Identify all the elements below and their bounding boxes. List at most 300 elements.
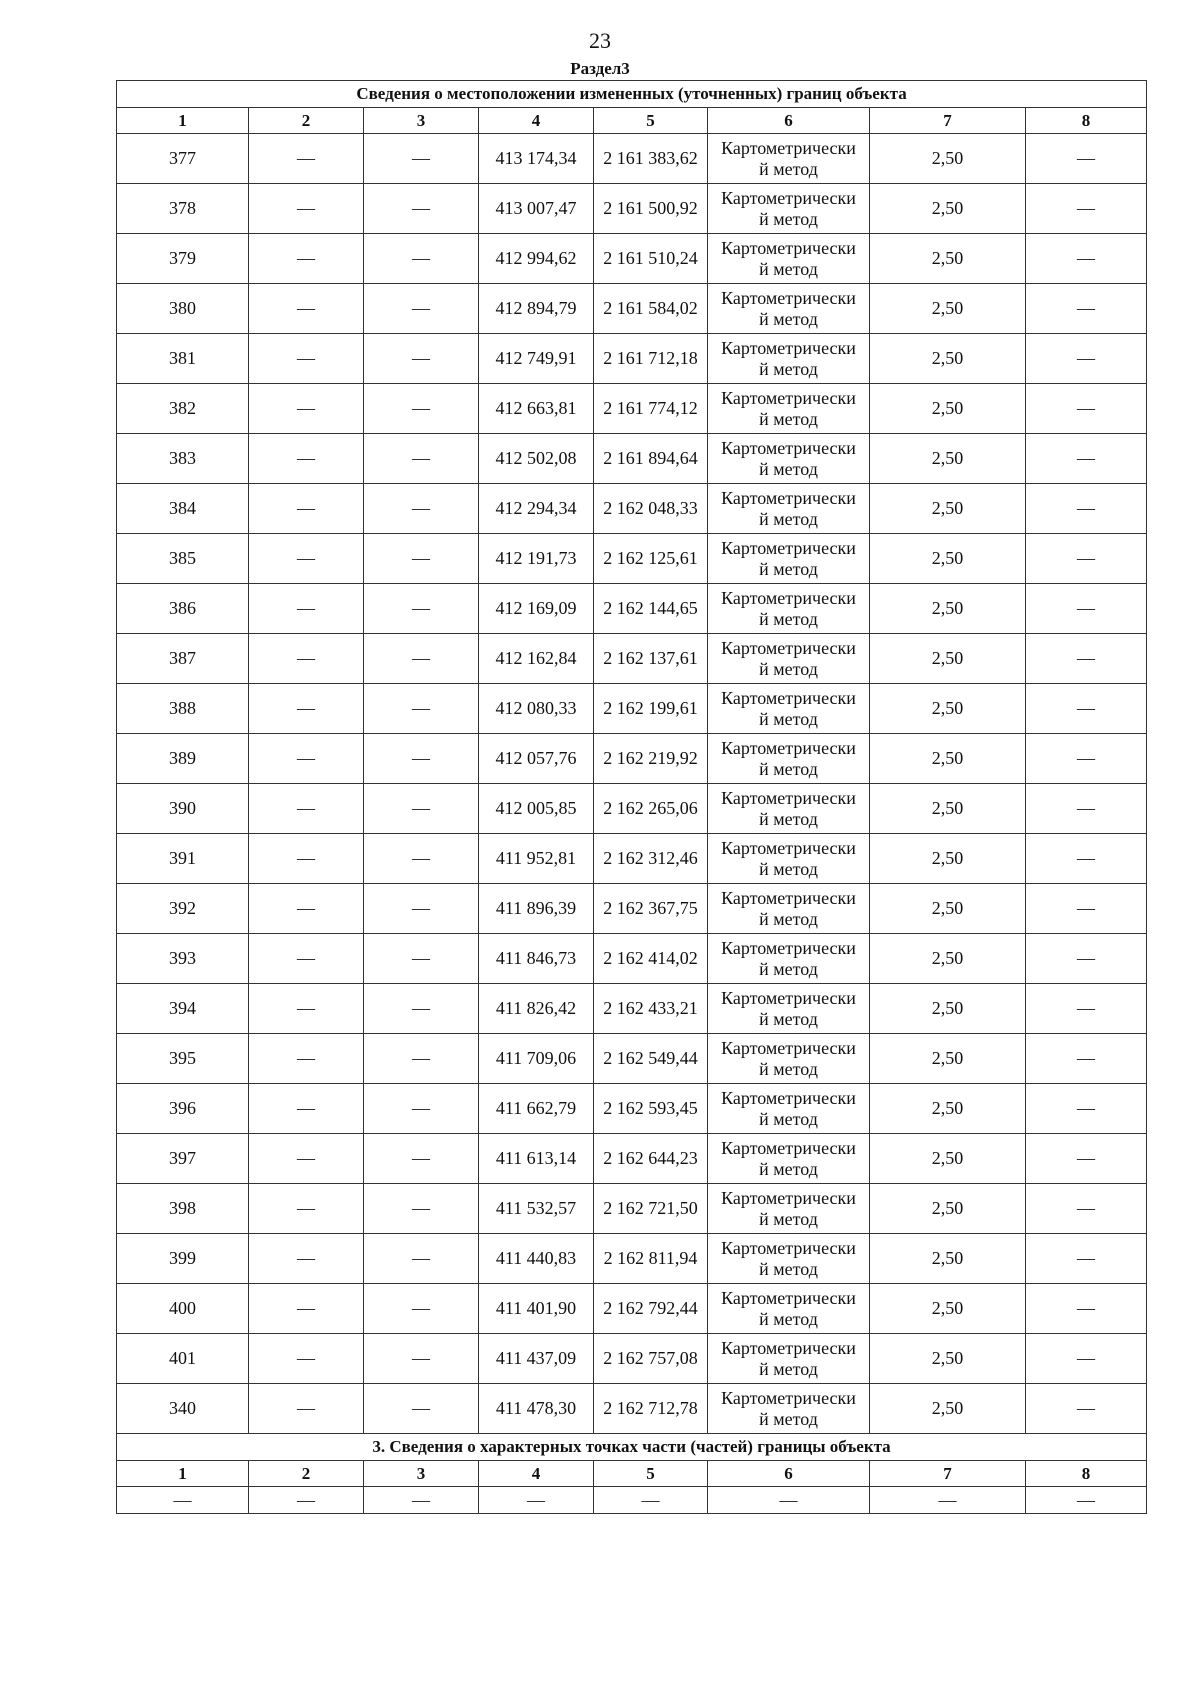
accuracy-cell: 2,50 xyxy=(870,884,1026,934)
method-line-2: й метод xyxy=(759,1008,818,1029)
table2-empty-row xyxy=(117,1487,1147,1514)
column-8-cell: — xyxy=(1026,684,1147,734)
y-coordinate-cell: 2 162 137,61 xyxy=(594,634,708,684)
accuracy-cell: 2,50 xyxy=(870,234,1026,284)
method-cell xyxy=(708,1084,870,1134)
point-number-cell: 397 xyxy=(117,1134,249,1184)
table-row xyxy=(117,1134,1147,1184)
method-line-1: Картометрически xyxy=(721,1237,856,1258)
table2-header-cell: 3 xyxy=(364,1461,479,1487)
point-number-cell: 340 xyxy=(117,1384,249,1434)
method-line-2: й метод xyxy=(759,658,818,679)
method-cell xyxy=(708,884,870,934)
table2-header-cell: 4 xyxy=(479,1461,594,1487)
column-3-cell: — xyxy=(364,484,479,534)
method-cell xyxy=(708,584,870,634)
accuracy-cell: 2,50 xyxy=(870,934,1026,984)
column-2-cell: — xyxy=(249,634,364,684)
table-row xyxy=(117,1034,1147,1084)
x-coordinate-cell: 411 401,90 xyxy=(479,1284,594,1334)
y-coordinate-cell: 2 161 584,02 xyxy=(594,284,708,334)
table-row xyxy=(117,234,1147,284)
column-3-cell: — xyxy=(364,734,479,784)
table1-header-cell: 6 xyxy=(708,108,870,134)
table2-empty-cell: — xyxy=(249,1487,364,1514)
point-number-cell: 401 xyxy=(117,1334,249,1384)
column-2-cell: — xyxy=(249,1334,364,1384)
table1-header-cell: 4 xyxy=(479,108,594,134)
table-row xyxy=(117,634,1147,684)
column-2-cell: — xyxy=(249,1284,364,1334)
method-line-1: Картометрически xyxy=(721,137,856,158)
x-coordinate-cell: 412 894,79 xyxy=(479,284,594,334)
table2-empty-cell: — xyxy=(479,1487,594,1514)
table2-header-cell: 6 xyxy=(708,1461,870,1487)
method-line-2: й метод xyxy=(759,1408,818,1429)
y-coordinate-cell: 2 162 811,94 xyxy=(594,1234,708,1284)
method-line-2: й метод xyxy=(759,208,818,229)
point-number-cell: 398 xyxy=(117,1184,249,1234)
accuracy-cell: 2,50 xyxy=(870,484,1026,534)
column-3-cell: — xyxy=(364,1334,479,1384)
coordinates-table xyxy=(116,80,1147,1514)
accuracy-cell: 2,50 xyxy=(870,1034,1026,1084)
table2-empty-cell: — xyxy=(117,1487,249,1514)
y-coordinate-cell: 2 161 510,24 xyxy=(594,234,708,284)
method-line-2: й метод xyxy=(759,858,818,879)
column-2-cell: — xyxy=(249,984,364,1034)
column-2-cell: — xyxy=(249,684,364,734)
x-coordinate-cell: 412 749,91 xyxy=(479,334,594,384)
accuracy-cell: 2,50 xyxy=(870,1234,1026,1284)
column-2-cell: — xyxy=(249,134,364,184)
point-number-cell: 399 xyxy=(117,1234,249,1284)
method-cell xyxy=(708,284,870,334)
y-coordinate-cell: 2 161 712,18 xyxy=(594,334,708,384)
method-line-1: Картометрически xyxy=(721,537,856,558)
column-8-cell: — xyxy=(1026,1184,1147,1234)
method-cell xyxy=(708,1234,870,1284)
point-number-cell: 382 xyxy=(117,384,249,434)
column-8-cell: — xyxy=(1026,284,1147,334)
method-line-1: Картометрически xyxy=(721,887,856,908)
method-line-2: й метод xyxy=(759,1308,818,1329)
point-number-cell: 384 xyxy=(117,484,249,534)
table1-header-cell: 2 xyxy=(249,108,364,134)
method-cell xyxy=(708,634,870,684)
x-coordinate-cell: 412 162,84 xyxy=(479,634,594,684)
y-coordinate-cell: 2 162 712,78 xyxy=(594,1384,708,1434)
column-3-cell: — xyxy=(364,134,479,184)
column-2-cell: — xyxy=(249,1384,364,1434)
table-row xyxy=(117,1384,1147,1434)
method-line-2: й метод xyxy=(759,958,818,979)
column-2-cell: — xyxy=(249,384,364,434)
column-8-cell: — xyxy=(1026,1384,1147,1434)
method-line-2: й метод xyxy=(759,808,818,829)
accuracy-cell: 2,50 xyxy=(870,734,1026,784)
column-8-cell: — xyxy=(1026,334,1147,384)
table-row xyxy=(117,1084,1147,1134)
column-2-cell: — xyxy=(249,934,364,984)
x-coordinate-cell: 413 007,47 xyxy=(479,184,594,234)
accuracy-cell: 2,50 xyxy=(870,584,1026,634)
column-3-cell: — xyxy=(364,634,479,684)
table-row xyxy=(117,1234,1147,1284)
accuracy-cell: 2,50 xyxy=(870,334,1026,384)
table1-header-cell: 8 xyxy=(1026,108,1147,134)
point-number-cell: 386 xyxy=(117,584,249,634)
method-cell xyxy=(708,984,870,1034)
method-line-1: Картометрически xyxy=(721,837,856,858)
method-cell xyxy=(708,934,870,984)
column-8-cell: — xyxy=(1026,1084,1147,1134)
method-cell xyxy=(708,1334,870,1384)
method-line-2: й метод xyxy=(759,608,818,629)
point-number-cell: 396 xyxy=(117,1084,249,1134)
method-line-1: Картометрически xyxy=(721,287,856,308)
table-row xyxy=(117,434,1147,484)
method-line-2: й метод xyxy=(759,358,818,379)
accuracy-cell: 2,50 xyxy=(870,184,1026,234)
table2-empty-cell: — xyxy=(708,1487,870,1514)
accuracy-cell: 2,50 xyxy=(870,284,1026,334)
method-cell xyxy=(708,734,870,784)
table2-header-cell: 7 xyxy=(870,1461,1026,1487)
x-coordinate-cell: 412 080,33 xyxy=(479,684,594,734)
point-number-cell: 380 xyxy=(117,284,249,334)
accuracy-cell: 2,50 xyxy=(870,1284,1026,1334)
method-line-1: Картометрически xyxy=(721,1137,856,1158)
method-cell xyxy=(708,134,870,184)
accuracy-cell: 2,50 xyxy=(870,1384,1026,1434)
table-row xyxy=(117,134,1147,184)
method-cell xyxy=(708,684,870,734)
x-coordinate-cell: 411 896,39 xyxy=(479,884,594,934)
method-line-1: Картометрически xyxy=(721,237,856,258)
column-3-cell: — xyxy=(364,1234,479,1284)
table-row xyxy=(117,484,1147,534)
method-cell xyxy=(708,1034,870,1084)
column-8-cell: — xyxy=(1026,234,1147,284)
table2-header-cell: 2 xyxy=(249,1461,364,1487)
y-coordinate-cell: 2 162 792,44 xyxy=(594,1284,708,1334)
method-cell xyxy=(708,234,870,284)
point-number-cell: 394 xyxy=(117,984,249,1034)
y-coordinate-cell: 2 161 383,62 xyxy=(594,134,708,184)
column-8-cell: — xyxy=(1026,1284,1147,1334)
method-line-2: й метод xyxy=(759,258,818,279)
column-2-cell: — xyxy=(249,1234,364,1284)
method-line-1: Картометрически xyxy=(721,1187,856,1208)
column-2-cell: — xyxy=(249,184,364,234)
method-line-2: й метод xyxy=(759,158,818,179)
accuracy-cell: 2,50 xyxy=(870,134,1026,184)
y-coordinate-cell: 2 162 593,45 xyxy=(594,1084,708,1134)
method-cell xyxy=(708,1134,870,1184)
y-coordinate-cell: 2 162 219,92 xyxy=(594,734,708,784)
point-number-cell: 400 xyxy=(117,1284,249,1334)
accuracy-cell: 2,50 xyxy=(870,784,1026,834)
method-line-2: й метод xyxy=(759,1058,818,1079)
column-2-cell: — xyxy=(249,234,364,284)
y-coordinate-cell: 2 162 721,50 xyxy=(594,1184,708,1234)
table-row xyxy=(117,834,1147,884)
column-2-cell: — xyxy=(249,1084,364,1134)
method-line-1: Картометрически xyxy=(721,437,856,458)
table2-header-cell: 8 xyxy=(1026,1461,1147,1487)
point-number-cell: 393 xyxy=(117,934,249,984)
column-2-cell: — xyxy=(249,884,364,934)
column-2-cell: — xyxy=(249,284,364,334)
x-coordinate-cell: 412 994,62 xyxy=(479,234,594,284)
method-line-2: й метод xyxy=(759,408,818,429)
method-line-2: й метод xyxy=(759,758,818,779)
x-coordinate-cell: 412 502,08 xyxy=(479,434,594,484)
table1-header-cell: 5 xyxy=(594,108,708,134)
column-8-cell: — xyxy=(1026,784,1147,834)
method-line-1: Картометрически xyxy=(721,1287,856,1308)
table-row xyxy=(117,334,1147,384)
x-coordinate-cell: 412 191,73 xyxy=(479,534,594,584)
x-coordinate-cell: 411 709,06 xyxy=(479,1034,594,1084)
column-8-cell: — xyxy=(1026,1234,1147,1284)
table2-empty-cell: — xyxy=(870,1487,1026,1514)
table-body xyxy=(117,81,1147,1514)
method-line-2: й метод xyxy=(759,558,818,579)
table-row xyxy=(117,684,1147,734)
column-3-cell: — xyxy=(364,184,479,234)
x-coordinate-cell: 411 952,81 xyxy=(479,834,594,884)
x-coordinate-cell: 413 174,34 xyxy=(479,134,594,184)
column-8-cell: — xyxy=(1026,434,1147,484)
accuracy-cell: 2,50 xyxy=(870,384,1026,434)
method-line-2: й метод xyxy=(759,1158,818,1179)
x-coordinate-cell: 411 613,14 xyxy=(479,1134,594,1184)
table2-header-cell: 5 xyxy=(594,1461,708,1487)
y-coordinate-cell: 2 162 312,46 xyxy=(594,834,708,884)
column-8-cell: — xyxy=(1026,184,1147,234)
table1-caption xyxy=(117,81,1147,108)
x-coordinate-cell: 412 169,09 xyxy=(479,584,594,634)
x-coordinate-cell: 411 478,30 xyxy=(479,1384,594,1434)
column-3-cell: — xyxy=(364,784,479,834)
method-line-1: Картометрически xyxy=(721,187,856,208)
column-2-cell: — xyxy=(249,434,364,484)
method-cell xyxy=(708,434,870,484)
table2-empty-cell: — xyxy=(594,1487,708,1514)
table-row xyxy=(117,584,1147,634)
method-cell xyxy=(708,534,870,584)
point-number-cell: 387 xyxy=(117,634,249,684)
accuracy-cell: 2,50 xyxy=(870,534,1026,584)
y-coordinate-cell: 2 162 265,06 xyxy=(594,784,708,834)
table2-header-cell: 1 xyxy=(117,1461,249,1487)
x-coordinate-cell: 411 440,83 xyxy=(479,1234,594,1284)
table-row xyxy=(117,184,1147,234)
column-3-cell: — xyxy=(364,234,479,284)
point-number-cell: 379 xyxy=(117,234,249,284)
column-3-cell: — xyxy=(364,834,479,884)
table1-header-cell: 1 xyxy=(117,108,249,134)
column-2-cell: — xyxy=(249,334,364,384)
table1-caption-cell: Сведения о местоположении измененных (уточненных) границ объекта xyxy=(117,81,1147,108)
method-cell xyxy=(708,484,870,534)
table2-caption xyxy=(117,1434,1147,1461)
column-8-cell: — xyxy=(1026,384,1147,434)
accuracy-cell: 2,50 xyxy=(870,984,1026,1034)
accuracy-cell: 2,50 xyxy=(870,1134,1026,1184)
y-coordinate-cell: 2 162 367,75 xyxy=(594,884,708,934)
y-coordinate-cell: 2 162 757,08 xyxy=(594,1334,708,1384)
column-2-cell: — xyxy=(249,1134,364,1184)
method-line-1: Картометрически xyxy=(721,787,856,808)
column-3-cell: — xyxy=(364,384,479,434)
accuracy-cell: 2,50 xyxy=(870,1084,1026,1134)
method-line-1: Картометрически xyxy=(721,1337,856,1358)
table2-caption-cell: 3. Сведения о характерных точках части (частей) границы объекта xyxy=(117,1434,1147,1461)
method-cell xyxy=(708,784,870,834)
column-3-cell: — xyxy=(364,1184,479,1234)
x-coordinate-cell: 412 057,76 xyxy=(479,734,594,784)
column-3-cell: — xyxy=(364,1034,479,1084)
method-line-1: Картометрически xyxy=(721,987,856,1008)
method-line-2: й метод xyxy=(759,508,818,529)
column-8-cell: — xyxy=(1026,934,1147,984)
table-row xyxy=(117,734,1147,784)
column-3-cell: — xyxy=(364,1384,479,1434)
table-row xyxy=(117,1334,1147,1384)
column-8-cell: — xyxy=(1026,834,1147,884)
column-2-cell: — xyxy=(249,534,364,584)
x-coordinate-cell: 411 437,09 xyxy=(479,1334,594,1384)
column-3-cell: — xyxy=(364,884,479,934)
column-8-cell: — xyxy=(1026,1334,1147,1384)
column-3-cell: — xyxy=(364,1284,479,1334)
column-3-cell: — xyxy=(364,1084,479,1134)
method-line-1: Картометрически xyxy=(721,637,856,658)
column-3-cell: — xyxy=(364,584,479,634)
column-3-cell: — xyxy=(364,684,479,734)
x-coordinate-cell: 412 663,81 xyxy=(479,384,594,434)
column-8-cell: — xyxy=(1026,984,1147,1034)
table1-header-cell: 3 xyxy=(364,108,479,134)
method-line-1: Картометрически xyxy=(721,387,856,408)
column-3-cell: — xyxy=(364,534,479,584)
column-2-cell: — xyxy=(249,484,364,534)
x-coordinate-cell: 412 005,85 xyxy=(479,784,594,834)
column-2-cell: — xyxy=(249,734,364,784)
method-line-1: Картометрически xyxy=(721,1087,856,1108)
method-line-2: й метод xyxy=(759,458,818,479)
table-row xyxy=(117,984,1147,1034)
method-cell xyxy=(708,1184,870,1234)
point-number-cell: 389 xyxy=(117,734,249,784)
column-8-cell: — xyxy=(1026,734,1147,784)
accuracy-cell: 2,50 xyxy=(870,1184,1026,1234)
column-8-cell: — xyxy=(1026,1134,1147,1184)
point-number-cell: 391 xyxy=(117,834,249,884)
column-8-cell: — xyxy=(1026,1034,1147,1084)
point-number-cell: 395 xyxy=(117,1034,249,1084)
method-cell xyxy=(708,384,870,434)
x-coordinate-cell: 412 294,34 xyxy=(479,484,594,534)
y-coordinate-cell: 2 162 549,44 xyxy=(594,1034,708,1084)
method-line-1: Картометрически xyxy=(721,337,856,358)
method-line-2: й метод xyxy=(759,1258,818,1279)
table2-empty-cell: — xyxy=(1026,1487,1147,1514)
table2-empty-cell: — xyxy=(364,1487,479,1514)
accuracy-cell: 2,50 xyxy=(870,434,1026,484)
y-coordinate-cell: 2 161 894,64 xyxy=(594,434,708,484)
table-row xyxy=(117,884,1147,934)
method-line-1: Картометрически xyxy=(721,487,856,508)
accuracy-cell: 2,50 xyxy=(870,634,1026,684)
column-2-cell: — xyxy=(249,784,364,834)
table-row xyxy=(117,784,1147,834)
method-cell xyxy=(708,1284,870,1334)
table1-header-cell: 7 xyxy=(870,108,1026,134)
column-3-cell: — xyxy=(364,334,479,384)
column-8-cell: — xyxy=(1026,484,1147,534)
section-title: Раздел3 xyxy=(570,59,630,78)
table-row xyxy=(117,1284,1147,1334)
method-line-2: й метод xyxy=(759,708,818,729)
table-row xyxy=(117,1184,1147,1234)
method-line-2: й метод xyxy=(759,1208,818,1229)
point-number-cell: 378 xyxy=(117,184,249,234)
column-2-cell: — xyxy=(249,834,364,884)
column-3-cell: — xyxy=(364,934,479,984)
method-cell xyxy=(708,184,870,234)
accuracy-cell: 2,50 xyxy=(870,834,1026,884)
column-3-cell: — xyxy=(364,984,479,1034)
table2-header-row xyxy=(117,1461,1147,1487)
column-3-cell: — xyxy=(364,434,479,484)
y-coordinate-cell: 2 162 144,65 xyxy=(594,584,708,634)
point-number-cell: 385 xyxy=(117,534,249,584)
y-coordinate-cell: 2 162 644,23 xyxy=(594,1134,708,1184)
point-number-cell: 383 xyxy=(117,434,249,484)
y-coordinate-cell: 2 162 048,33 xyxy=(594,484,708,534)
method-line-2: й метод xyxy=(759,1358,818,1379)
method-line-1: Картометрически xyxy=(721,937,856,958)
method-line-1: Картометрически xyxy=(721,737,856,758)
page-number: 23 xyxy=(589,28,611,53)
y-coordinate-cell: 2 162 414,02 xyxy=(594,934,708,984)
method-line-2: й метод xyxy=(759,908,818,929)
column-8-cell: — xyxy=(1026,534,1147,584)
column-3-cell: — xyxy=(364,1134,479,1184)
y-coordinate-cell: 2 161 500,92 xyxy=(594,184,708,234)
table-row xyxy=(117,934,1147,984)
table-row xyxy=(117,534,1147,584)
column-2-cell: — xyxy=(249,1034,364,1084)
method-line-1: Картометрически xyxy=(721,1387,856,1408)
y-coordinate-cell: 2 162 433,21 xyxy=(594,984,708,1034)
method-line-1: Картометрически xyxy=(721,1037,856,1058)
point-number-cell: 377 xyxy=(117,134,249,184)
column-3-cell: — xyxy=(364,284,479,334)
method-cell xyxy=(708,1384,870,1434)
method-line-2: й метод xyxy=(759,308,818,329)
column-8-cell: — xyxy=(1026,134,1147,184)
point-number-cell: 381 xyxy=(117,334,249,384)
point-number-cell: 392 xyxy=(117,884,249,934)
column-8-cell: — xyxy=(1026,884,1147,934)
point-number-cell: 390 xyxy=(117,784,249,834)
column-2-cell: — xyxy=(249,1184,364,1234)
